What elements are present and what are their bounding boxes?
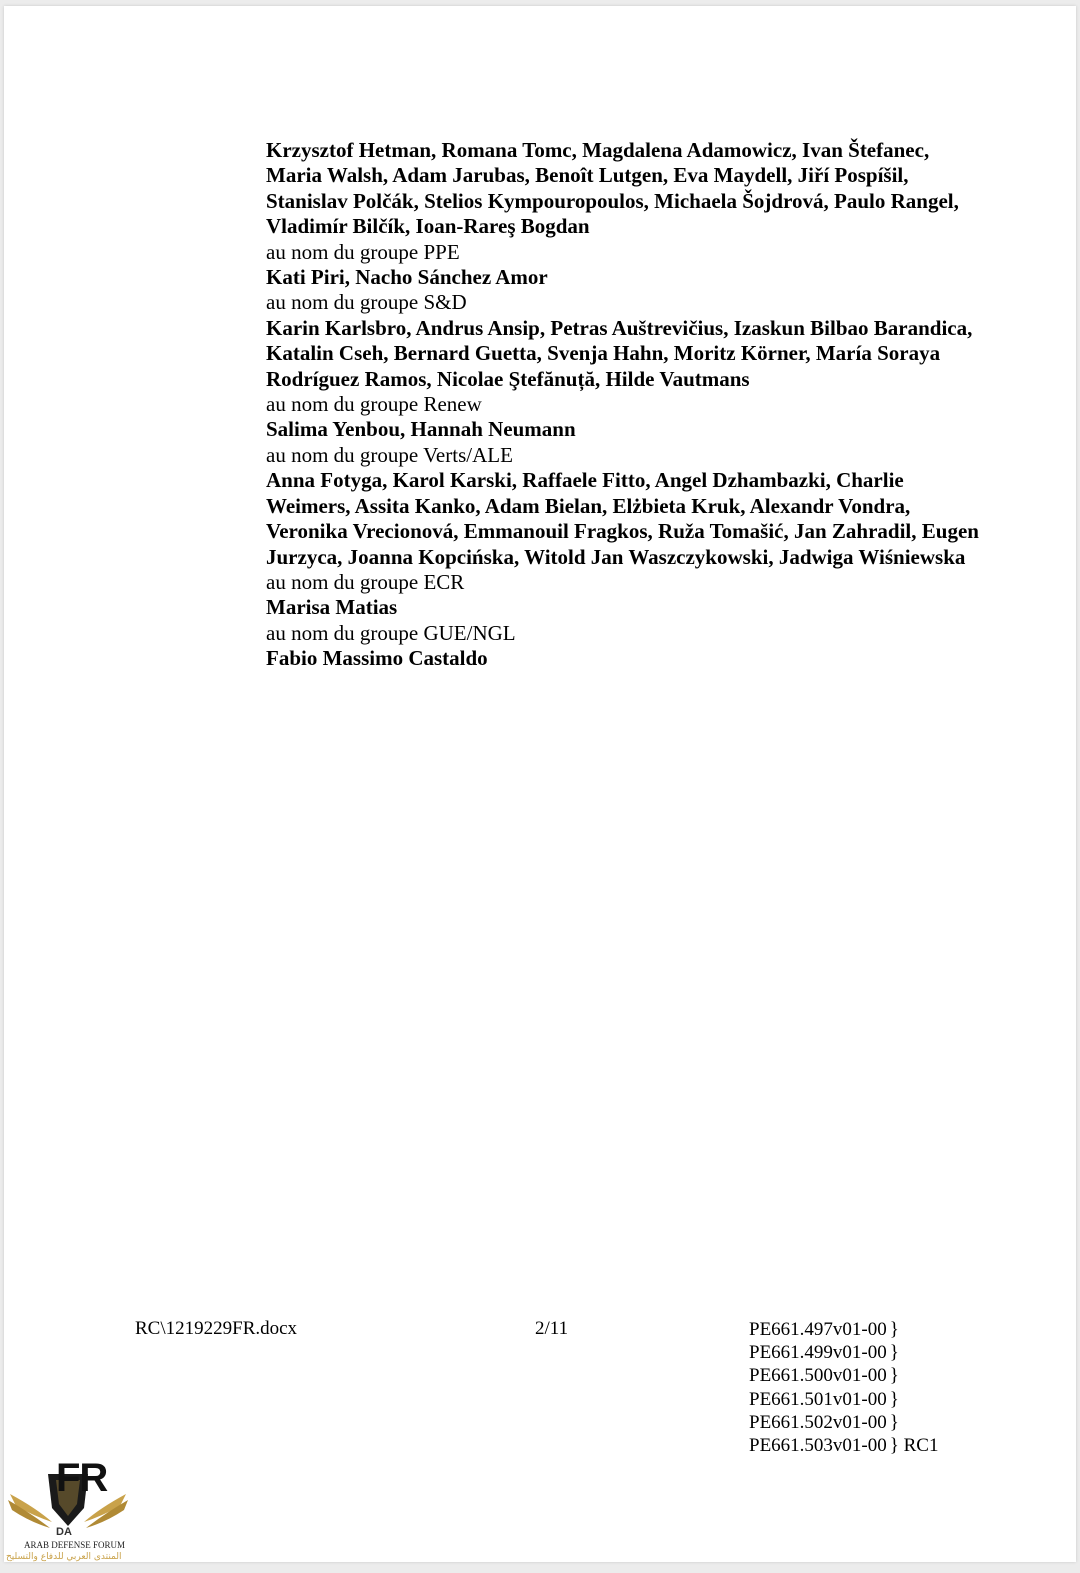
footer-ref-line	[749, 1341, 938, 1364]
ref-code: PE661.499v01-00	[749, 1342, 887, 1364]
signatory-names-renew: Karin Karlsbro, Andrus Ansip, Petras Auštrevičius, Izaskun Bilbao Barandica, Katalin Cseh, Bernard Guetta, Svenja Hahn, Moritz Körner, María Soraya Rodríguez Ramos, Nicolae Ştefănuță, Hilde Vautmans	[266, 315, 973, 391]
group-label-gue: au nom du groupe GUE/NGL	[266, 620, 516, 645]
signatory-names-independent: Fabio Massimo Castaldo	[266, 646, 488, 671]
signatory-names-gue: Marisa Matias	[266, 595, 398, 620]
watermark-logo	[6, 1456, 130, 1566]
signatory-names-verts: Salima Yenbou, Hannah Neumann	[266, 417, 576, 442]
footer-ref-line	[749, 1434, 938, 1457]
group-label-sd: au nom du groupe S&D	[266, 290, 467, 315]
signatory-names-sd: Kati Piri, Nacho Sánchez Amor	[266, 265, 548, 290]
ref-code: PE661.500v01-00	[749, 1365, 887, 1387]
group-label-verts: au nom du groupe Verts/ALE	[266, 442, 513, 467]
signatories-list	[266, 138, 986, 672]
ref-suffix: RC1	[903, 1435, 939, 1457]
footer-ref-line	[749, 1388, 938, 1411]
footer-ref-line	[749, 1318, 938, 1341]
ref-code: PE661.501v01-00	[749, 1388, 887, 1410]
watermark-initials: DA	[56, 1526, 72, 1538]
group-label-ecr: au nom du groupe ECR	[266, 569, 465, 594]
brace-glyph: }	[889, 1435, 899, 1457]
footer-ref-line	[749, 1411, 938, 1434]
brace-glyph: }	[889, 1411, 899, 1433]
brace-glyph: }	[889, 1319, 899, 1340]
group-label-ppe: au nom du groupe PPE	[266, 239, 460, 264]
footer-ref-line	[749, 1364, 938, 1387]
brace-glyph: }	[889, 1342, 899, 1364]
document-page	[4, 6, 1076, 1562]
footer-file-name: RC\1219229FR.docx	[135, 1318, 298, 1339]
watermark-arabic-name: المنتدى العربي للدفاع والتسليح	[6, 1552, 122, 1562]
ref-code: PE661.502v01-00	[749, 1411, 887, 1433]
signatory-names-ecr: Anna Fotyga, Karol Karski, Raffaele Fitto, Angel Dzhambazki, Charlie Weimers, Assita Kanko, Adam Bielan, Elżbieta Kruk, Alexandr Vondra, Veronika Vrecionová, Emmanouil Fragkos, Ruža Tomašić, Jan Zahradil, Eugen Jurzyca, Joanna Kopcińska, Witold Jan Waszczykowski, Jadwiga Wiśniewska	[266, 468, 979, 569]
watermark-badge: FR	[56, 1456, 108, 1500]
ref-code: PE661.503v01-00	[749, 1435, 887, 1457]
signatory-names-ppe: Krzysztof Hetman, Romana Tomc, Magdalena Adamowicz, Ivan Štefanec, Maria Walsh, Adam Jarubas, Benoît Lutgen, Eva Maydell, Jiří Pospíšil, Stanislav Polčák, Stelios Kympouropoulos, Michaela Šojdrová, Paulo Rangel, Vladimír Bilčík, Ioan-Rareş Bogdan	[266, 138, 959, 239]
footer-page-number: 2/11	[535, 1318, 569, 1339]
watermark-name: ARAB DEFENSE FORUM	[24, 1540, 126, 1550]
footer-references	[749, 1318, 938, 1457]
brace-glyph: }	[889, 1388, 899, 1410]
ref-code: PE661.497v01-00	[749, 1319, 887, 1340]
brace-glyph: }	[889, 1365, 899, 1387]
group-label-renew: au nom du groupe Renew	[266, 392, 482, 417]
